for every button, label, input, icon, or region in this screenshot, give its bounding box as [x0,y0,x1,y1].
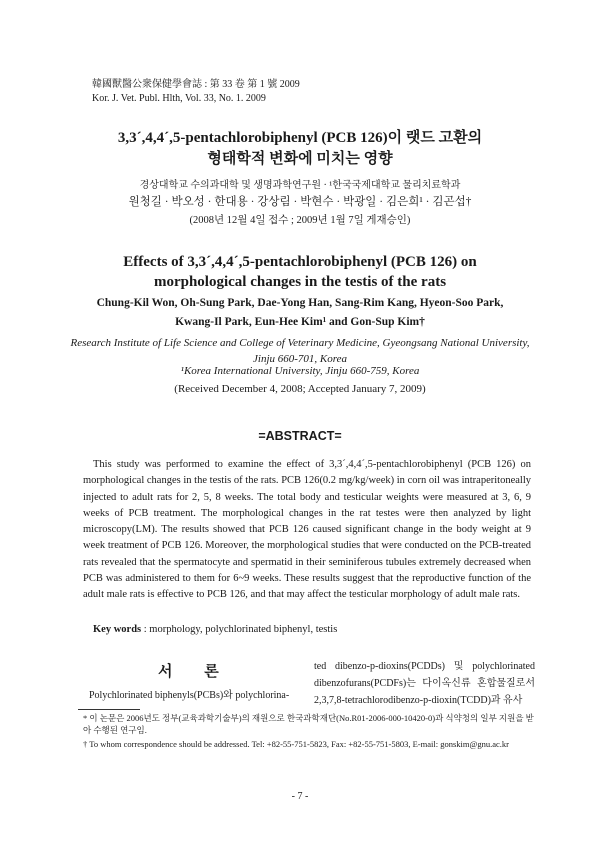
page-number: - 7 - [291,791,309,802]
english-title-line1: Effects of 3,3´,4,4´,5-pentachlorobiphenyl (PCB 126) on [123,254,477,270]
english-affiliation-secondary: ¹Korea International University, Jinju 660-759, Korea [180,365,420,377]
korean-title-line2: 형태학적 변화에 미치는 영향 [207,151,393,167]
english-affiliation-line1: Research Institute of Life Science and College of Veterinary Medicine, Gyeongsang National University, [70,337,530,349]
journal-line-english: Kor. J. Vet. Publ. Hlth, Vol. 33, No. 1. 2009 [92,93,266,104]
korean-title-line1: 3,3´,4,4´,5-pentachlorobiphenyl (PCB 126)이 랫드 고환의 [117,130,483,146]
english-authors [0,294,600,332]
keywords-label: Key words [93,624,142,635]
english-affiliation-line2: Jinju 660-701, Korea [253,353,347,365]
journal-header [92,78,300,106]
footnote-correspondence: † To whom correspondence should be addressed. Tel: +82-55-751-5823, Fax: +82-55-751-5803, E-mail: gonskim@gnu.ac.kr [83,739,509,749]
footnote-funding: * 이 논문은 2006년도 정부(교육과학기술부)의 재원으로 한국과학재단(No.R01-2006-000-10420-0)과 식약청의 일부 지원을 받아 수행된 연구임. [83,713,534,735]
korean-received-date: (2008년 12월 4일 접수 ; 2009년 1월 7일 게재승인) [189,215,411,226]
keywords [93,624,337,635]
footnotes [83,713,538,754]
introduction-text-right: ted dibenzo-p-dioxins(PCDDs) 및 polychlorinated dibenzofurans(PCDFs)는 다이옥신류 혼합물질로서 2,3,7,8-tetrachlorodibenzo-p-dioxin(TCDD)과 유사 [314,661,535,706]
english-affiliation [0,335,600,367]
english-title [0,252,600,292]
abstract-heading: =ABSTRACT= [258,429,342,443]
introduction-text-left: Polychlorinated biphenyls(PCBs)와 polychlorina- [89,690,290,701]
english-authors-line2: Kwang-Il Park, Eun-Hee Kim¹ and Gon-Sup Kim† [175,316,425,328]
korean-authors: 원청길 · 박오성 · 한대용 · 강상림 · 박현수 · 박광일 · 김은희¹ · 김곤섭† [128,196,472,208]
abstract-text: This study was performed to examine the effect of 3,3´,4,4´,5-pentachlorobiphenyl (PCB 126) on morphological changes in the testis of the rats. PCB 126(0.2 mg/kg/week) in corn oil was intraperitoneally injected to adult rats for 2, 5, 8 weeks. The total body and testicular weights were measured at 3, 6, 9 weeks of PCB treatment. The morphological changes in the rat testes were then analyzed by light microscopy(LM). The results showed that PCB 126 caused significant change in the body weight at 9 week treatment of PCB 126. Moreover, the morphological studies that were conducted on the PCB-treated rats revealed that the spermatocyte and spermatid in their seminiferous tubules extremely decreased when PCB was administered to them for 6~9 weeks. These results suggest that the reproductive function of the adult male rats is effective to PCB 126, and that may affect the testicular morphology of adult male rats. [83,459,531,601]
english-received-date: (Received December 4, 2008; Accepted January 7, 2009) [174,383,426,395]
section-heading-introduction: 서 론 [158,664,233,680]
english-authors-line1: Chung-Kil Won, Oh-Sung Park, Dae-Yong Han, Sang-Rim Kang, Hyeon-Soo Park, [96,297,504,309]
journal-line-korean: 韓國獸醫公衆保健學會誌 : 第 33 卷 第 1 號 2009 [92,79,300,90]
korean-affiliation: 경상대학교 수의과대학 및 생명과학연구원 · ¹한국국제대학교 물리치료학과 [139,180,461,191]
english-title-line2: morphological changes in the testis of the rats [153,274,447,290]
korean-title [0,128,600,170]
keywords-list: : morphology, polychlorinated biphenyl, testis [141,624,338,635]
footnote-divider [78,709,140,710]
